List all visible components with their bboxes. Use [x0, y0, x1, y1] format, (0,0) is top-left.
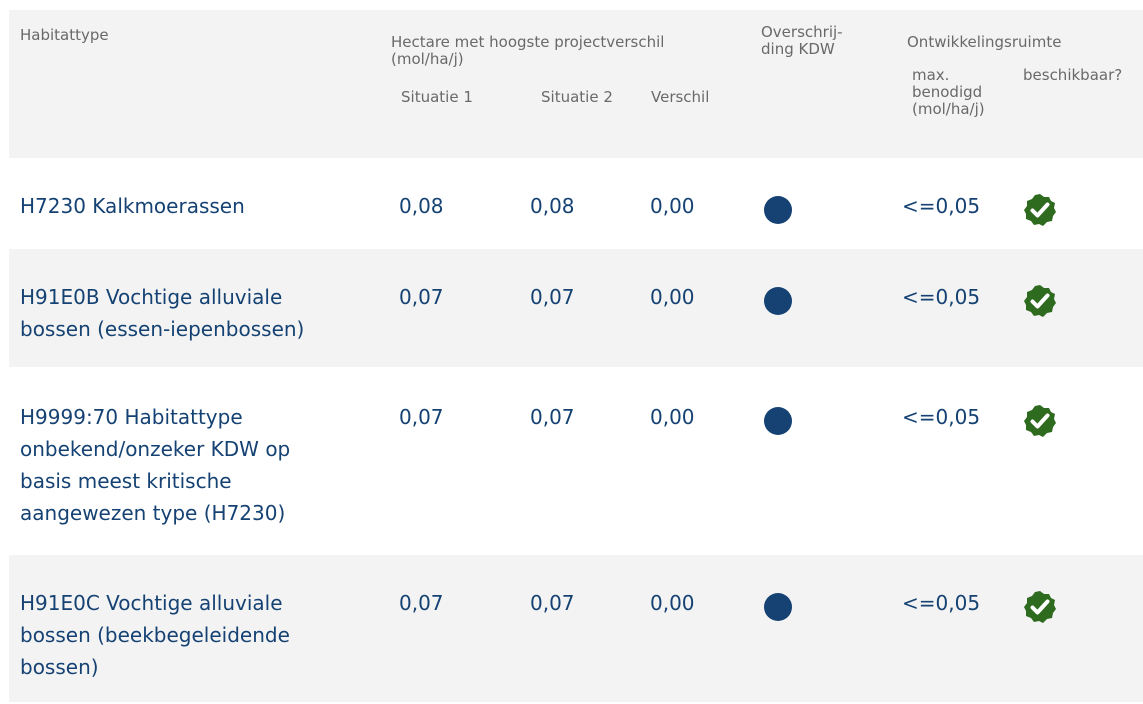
- habitat-name: [20, 281, 360, 345]
- dot-icon: [764, 407, 792, 435]
- max-benodigd-value: <=0,05: [902, 285, 981, 309]
- header-hectare-line1: Hectare met hoogste projectverschil: [391, 33, 665, 51]
- header-overschrijding: [761, 24, 843, 58]
- header-overschrijding-line1: Overschrij-: [761, 23, 843, 41]
- verschil-value: 0,00: [650, 194, 695, 218]
- header-max-benodigd: [912, 67, 985, 118]
- max-benodigd-value: <=0,05: [902, 194, 981, 218]
- table-row: [9, 158, 1143, 249]
- max-benodigd-value: <=0,05: [902, 591, 981, 615]
- habitat-name-line: bossen (beekbegeleidende: [20, 623, 290, 647]
- situatie1-value: 0,07: [399, 591, 444, 615]
- header-habitattype: Habitattype: [20, 26, 109, 44]
- table-row: [9, 555, 1143, 704]
- header-situatie2: Situatie 2: [541, 88, 613, 106]
- table-header: [9, 10, 1143, 158]
- habitat-name: [20, 587, 360, 683]
- situatie2-value: 0,07: [530, 405, 575, 429]
- habitat-name-line: onbekend/onzeker KDW op: [20, 437, 291, 461]
- dot-icon: [764, 196, 792, 224]
- header-hectare: [391, 34, 664, 68]
- habitat-name-line: H91E0B Vochtige alluviale: [20, 285, 283, 309]
- table-row: [9, 249, 1143, 369]
- habitat-name-line: bossen): [20, 655, 99, 679]
- header-max-line1: max.: [912, 66, 950, 84]
- header-ontwikkelingsruimte: Ontwikkelingsruimte: [907, 33, 1062, 51]
- habitat-name: [20, 401, 360, 529]
- check-badge-icon: [1023, 590, 1057, 624]
- situatie2-value: 0,07: [530, 591, 575, 615]
- header-hectare-line2: (mol/ha/j): [391, 50, 464, 68]
- check-badge-icon: [1023, 284, 1057, 318]
- verschil-value: 0,00: [650, 285, 695, 309]
- header-beschikbaar: beschikbaar?: [1023, 66, 1123, 84]
- situatie2-value: 0,08: [530, 194, 575, 218]
- table-row: [9, 369, 1143, 555]
- header-max-line3: (mol/ha/j): [912, 100, 985, 118]
- check-badge-icon: [1023, 193, 1057, 227]
- verschil-value: 0,00: [650, 591, 695, 615]
- habitat-name-line: H91E0C Vochtige alluviale: [20, 591, 283, 615]
- habitat-table: [9, 10, 1143, 704]
- verschil-value: 0,00: [650, 405, 695, 429]
- header-overschrijding-line2: ding KDW: [761, 40, 835, 58]
- header-max-line2: benodigd: [912, 83, 983, 101]
- situatie1-value: 0,07: [399, 405, 444, 429]
- habitat-name-line: basis meest kritische: [20, 469, 232, 493]
- habitat-name-line: H9999:70 Habitattype: [20, 405, 243, 429]
- dot-icon: [764, 287, 792, 315]
- header-verschil: Verschil: [651, 88, 710, 106]
- check-badge-icon: [1023, 404, 1057, 438]
- habitat-name: [20, 190, 360, 222]
- max-benodigd-value: <=0,05: [902, 405, 981, 429]
- habitat-name-line: aangewezen type (H7230): [20, 501, 286, 525]
- situatie1-value: 0,08: [399, 194, 444, 218]
- situatie1-value: 0,07: [399, 285, 444, 309]
- habitat-name-line: bossen (essen-iepenbossen): [20, 317, 305, 341]
- dot-icon: [764, 593, 792, 621]
- situatie2-value: 0,07: [530, 285, 575, 309]
- habitat-name-line: H7230 Kalkmoerassen: [20, 194, 245, 218]
- header-situatie1: Situatie 1: [401, 88, 473, 106]
